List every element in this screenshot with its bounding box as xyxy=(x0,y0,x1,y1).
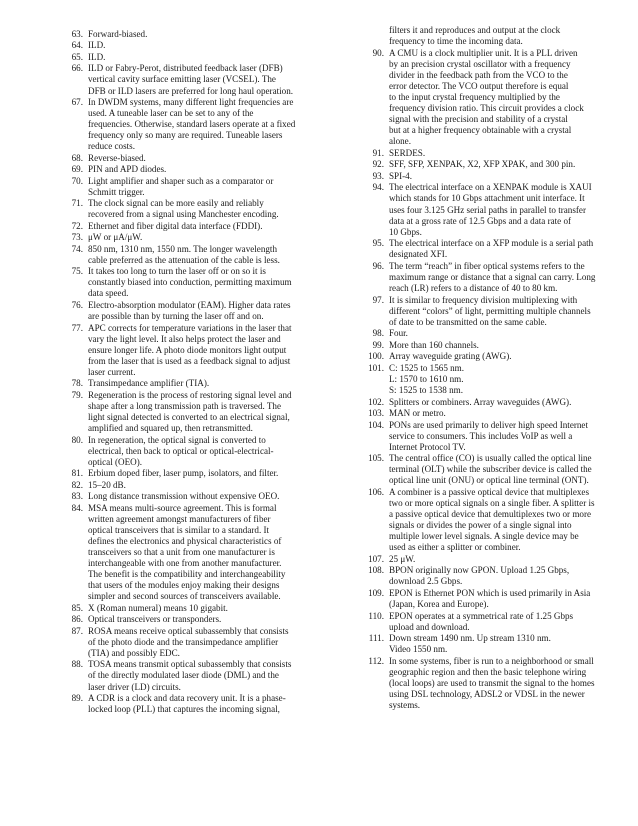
item-text-line: using DSL technology, ADSL2 or VDSL in the newer xyxy=(389,689,585,700)
answer-item xyxy=(0,503,320,603)
answer-item xyxy=(328,363,624,396)
item-text-line: The electrical interface on a XENPAK module is XAUI xyxy=(389,182,592,193)
item-number: 75. xyxy=(71,266,83,277)
item-text-line: Four. xyxy=(389,328,408,339)
answer-item xyxy=(328,171,624,182)
item-number: 93. xyxy=(372,170,384,181)
item-number: 78. xyxy=(71,378,83,389)
item-text-line: 15–20 dB. xyxy=(88,479,126,490)
item-text-line: Down stream 1490 nm. Up stream 1310 nm. xyxy=(389,633,551,644)
item-text-line: It is similar to frequency division multiplexing with xyxy=(389,294,578,305)
item-text-line: Ethernet and fiber digital data interface (FDDI). xyxy=(88,220,263,231)
item-number: 73. xyxy=(71,232,83,243)
item-number: 91. xyxy=(372,147,384,158)
item-text-line: PONs are used primarily to deliver high speed Internet xyxy=(389,419,588,430)
answer-item xyxy=(0,63,320,96)
answer-item xyxy=(0,153,320,164)
item-number: 70. xyxy=(71,175,83,186)
item-number: 110. xyxy=(368,610,384,621)
item-text-line: frequency to time the incoming data. xyxy=(389,36,523,47)
item-number: 102. xyxy=(368,396,384,407)
item-text-line: In DWDM systems, many different light frequencies are xyxy=(88,97,294,107)
item-text-line: electrical, then back to optical or optical-electrical- xyxy=(88,445,274,456)
item-number: 82. xyxy=(71,479,83,490)
item-text-line: defines the electronics and physical characteristics of xyxy=(88,535,282,546)
answer-item xyxy=(0,659,320,692)
answer-item xyxy=(0,244,320,266)
answer-item xyxy=(0,221,320,232)
answer-item xyxy=(328,611,624,633)
answer-item xyxy=(328,420,624,453)
answer-item xyxy=(328,148,624,159)
item-text-line: reduce costs. xyxy=(88,141,135,152)
item-text-line: that users of the modules enjoy making their designs xyxy=(88,580,280,591)
item-text-line: frequency only so many are required. Tuneable lasers xyxy=(88,130,283,141)
item-number: 81. xyxy=(71,468,83,479)
item-text-line: It takes too long to turn the laser off or on so it is xyxy=(88,266,266,277)
item-number: 101. xyxy=(368,362,384,373)
answer-item xyxy=(0,232,320,243)
item-text-line: divider in the feedback path from the VCO to the xyxy=(389,69,568,80)
item-number: 90. xyxy=(372,47,384,58)
answer-item xyxy=(328,453,624,486)
item-text-line: μW or μA/μW. xyxy=(88,232,143,243)
item-text-line: data speed. xyxy=(88,288,129,299)
answer-item xyxy=(328,25,624,47)
item-text-line: locked loop (PLL) that captures the incoming signal, xyxy=(88,704,280,715)
item-text-line: The electrical interface on a XFP module is a serial path xyxy=(389,238,594,249)
item-text-line: Splitters or combiners. Array waveguides (AWG). xyxy=(389,396,572,407)
item-text-line: S: 1525 to 1538 nm. xyxy=(389,384,464,395)
item-text-line: 25 μW. xyxy=(389,553,416,564)
item-text-line: download 2.5 Gbps. xyxy=(389,576,463,587)
item-text-line: signal with the precision and stability of a crystal xyxy=(389,114,568,125)
item-text-line: constantly biased into conduction, permitting maximum xyxy=(88,277,292,288)
item-text-line: light signal detected is converted to an electrical signal, xyxy=(88,411,290,422)
item-text-line: Video 1550 nm. xyxy=(389,644,448,655)
item-text-line: DFB or ILD lasers are preferred for long haul operation. xyxy=(88,85,294,96)
item-number: 79. xyxy=(71,389,83,400)
item-text-line: (TIA) and possibly EDC. xyxy=(88,647,180,658)
answer-item xyxy=(0,300,320,322)
item-number: 92. xyxy=(372,159,384,170)
item-number: 107. xyxy=(368,553,384,564)
answer-item xyxy=(0,164,320,175)
item-text-line: EPON is Ethernet PON which is used primarily in Asia xyxy=(389,588,591,598)
item-text-line: In regeneration, the optical signal is converted to xyxy=(88,434,266,445)
item-text-line: filters it and reproduces and output at the clock xyxy=(389,25,561,35)
answer-item xyxy=(328,565,624,587)
item-text-line: amplified and squared up, then retransmitted. xyxy=(88,423,253,434)
item-number: 111. xyxy=(368,633,384,644)
item-text-line: 850 nm, 1310 nm, 1550 nm. The longer wavelength xyxy=(88,243,278,254)
item-text-line: (local loops) are used to transmit the signal to the homes xyxy=(389,677,595,688)
item-text-line: cable preferred as the attenuation of the cable is less. xyxy=(88,254,280,265)
item-number: 80. xyxy=(71,434,83,445)
answer-item xyxy=(0,435,320,468)
item-number: 65. xyxy=(71,51,83,62)
answer-item xyxy=(0,390,320,434)
item-number: 74. xyxy=(71,243,83,254)
item-text-line: SPI-4. xyxy=(389,170,412,181)
item-text-line: designated XFI. xyxy=(389,249,448,260)
item-text-line: optical transceivers that is similar to a standard. It xyxy=(88,524,270,535)
item-number: 67. xyxy=(71,97,83,107)
item-number: 86. xyxy=(71,614,83,625)
answer-item xyxy=(328,182,624,238)
item-text-line: PIN and APD diodes. xyxy=(88,164,167,175)
answer-item xyxy=(328,159,624,170)
answer-item xyxy=(0,266,320,299)
answer-item xyxy=(0,626,320,659)
item-number: 84. xyxy=(71,502,83,513)
answer-item xyxy=(328,656,624,712)
item-text-line: alone. xyxy=(389,136,411,147)
item-text-line: L: 1570 to 1610 nm. xyxy=(389,373,464,384)
item-number: 72. xyxy=(71,220,83,231)
item-number: 88. xyxy=(71,659,83,670)
item-text-line: ILD. xyxy=(88,40,106,51)
item-text-line: Erbium doped fiber, laser pump, isolators, and filter. xyxy=(88,468,279,479)
answer-item xyxy=(328,328,624,339)
item-text-line: different “colors” of light, permitting multiple channels xyxy=(389,305,591,316)
item-text-line: A CMU is a clock multiplier unit. It is a PLL driven xyxy=(389,47,578,58)
item-text-line: TOSA means transmit optical subassembly that consists xyxy=(88,659,292,670)
item-text-line: In some systems, fiber is run to a neighborhood or small xyxy=(389,655,594,666)
answer-item xyxy=(328,351,624,362)
item-text-line: The clock signal can be more easily and reliably xyxy=(88,198,264,209)
item-text-line: which stands for 10 Gbps attachment unit interface. It xyxy=(389,193,585,204)
answer-item xyxy=(328,238,624,260)
item-text-line: laser current. xyxy=(88,366,136,377)
item-text-line: Internet Protocol TV. xyxy=(389,441,466,452)
item-text-line: of the photo diode and the transimpedance amplifier xyxy=(88,636,279,647)
answer-item xyxy=(0,468,320,479)
item-text-line: frequencies. Otherwise, standard lasers operate at a fixed xyxy=(88,119,296,130)
item-text-line: BPON originally now GPON. Upload 1.25 Gbps, xyxy=(389,565,570,576)
item-number: 94. xyxy=(372,182,384,193)
item-text-line: from the laser that is used as a feedback signal to adjust xyxy=(88,355,291,366)
item-text-line: a passive optical device that demultiplexes two or more xyxy=(389,509,592,520)
item-text-line: MAN or metro. xyxy=(389,408,446,418)
item-number: 83. xyxy=(71,491,83,502)
answer-item xyxy=(328,408,624,419)
answer-item xyxy=(0,614,320,625)
item-text-line: recovered from a signal using Manchester encoding. xyxy=(88,209,279,220)
answer-item xyxy=(0,176,320,198)
item-text-line: ensure longer life. A photo diode monitors light output xyxy=(88,344,287,355)
answer-item xyxy=(328,295,624,328)
item-text-line: Light amplifier and shaper such as a comparator or xyxy=(88,175,274,186)
item-text-line: Regeneration is the process of restoring signal level and xyxy=(88,389,292,400)
item-number: 108. xyxy=(368,565,384,576)
item-text-line: terminal (OLT) while the subscriber device is called the xyxy=(389,464,592,475)
item-number: 87. xyxy=(71,625,83,636)
answer-item xyxy=(328,397,624,408)
item-number: 98. xyxy=(372,328,384,339)
item-text-line: are possible than by turning the laser off and on. xyxy=(88,311,264,322)
item-text-line: Array waveguide grating (AWG). xyxy=(389,351,512,362)
item-text-line: SFF, SFP, XENPAK, X2, XFP XPAK, and 300 pin. xyxy=(389,159,576,170)
answer-item xyxy=(328,487,624,554)
item-text-line: simpler and second sources of transceivers available. xyxy=(88,591,281,602)
item-number: 103. xyxy=(368,408,384,418)
item-text-line: written agreement amongst manufacturers of fiber xyxy=(88,513,271,524)
item-text-line: 10 Gbps. xyxy=(389,226,422,237)
item-text-line: Transimpedance amplifier (TIA). xyxy=(88,378,210,389)
answer-item xyxy=(328,48,624,148)
answer-item xyxy=(0,378,320,389)
answer-item xyxy=(328,633,624,655)
item-text-line: service to consumers. This includes VoIP as well a xyxy=(389,430,573,441)
item-number: 100. xyxy=(368,351,384,362)
answer-item xyxy=(328,554,624,565)
item-text-line: MSA means multi-source agreement. This is formal xyxy=(88,502,277,513)
answer-item xyxy=(0,29,320,40)
item-text-line: frequency division ratio. This circuit provides a clock xyxy=(389,103,584,114)
answer-item xyxy=(0,97,320,153)
item-text-line: The central office (CO) is usually called the optical line xyxy=(389,453,592,464)
item-text-line: ILD. xyxy=(88,51,106,62)
item-text-line: upload and download. xyxy=(389,621,470,632)
item-number: 71. xyxy=(71,198,83,209)
item-text-line: but at a higher frequency obtainable with a crystal xyxy=(389,125,572,136)
item-text-line: Reverse-biased. xyxy=(88,152,146,163)
item-text-line: A CDR is a clock and data recovery unit. It is a phase- xyxy=(88,693,286,703)
item-text-line: Electro-absorption modulator (EAM). Higher data rates xyxy=(88,299,291,310)
answer-item xyxy=(0,52,320,63)
answer-item xyxy=(0,491,320,502)
item-text-line: error detector. The VCO output therefore is equal xyxy=(389,80,569,91)
item-number: 99. xyxy=(372,339,384,350)
item-number: 109. xyxy=(368,588,384,598)
item-text-line: reach (LR) refers to a distance of 40 to 80 km. xyxy=(389,283,558,294)
item-text-line: vary the light level. It also helps protect the laser and xyxy=(88,333,281,344)
item-text-line: C: 1525 to 1565 nm. xyxy=(389,362,465,373)
item-text-line: Forward-biased. xyxy=(88,29,148,39)
item-number: 76. xyxy=(71,299,83,310)
item-text-line: A combiner is a passive optical device that multiplexes xyxy=(389,486,590,497)
item-text-line: ROSA means receive optical subassembly that consists xyxy=(88,625,289,636)
item-number: 112. xyxy=(368,655,384,666)
item-text-line: transceivers so that a unit from one manufacturer is xyxy=(88,546,275,557)
item-text-line: uses four 3.125 GHz serial paths in parallel to transfer xyxy=(389,204,586,215)
item-text-line: data at a gross rate of 12.5 Gbps and a data rate of xyxy=(389,215,572,226)
item-number: 68. xyxy=(71,152,83,163)
item-text-line: SERDES. xyxy=(389,147,426,158)
answer-item xyxy=(0,693,320,715)
item-text-line: Long distance transmission without expensive OEO. xyxy=(88,491,280,502)
item-text-line: More than 160 channels. xyxy=(389,339,479,350)
answer-item xyxy=(0,198,320,220)
item-text-line: to the input crystal frequency multiplied by the xyxy=(389,91,560,102)
answer-item xyxy=(328,588,624,610)
item-text-line: signals or divides the power of a single signal into xyxy=(389,520,572,531)
item-number: 97. xyxy=(372,294,384,305)
item-text-line: interchangeable with one from another manufacturer. xyxy=(88,558,282,569)
item-text-line: Optical transceivers or transponders. xyxy=(88,614,222,625)
answer-item xyxy=(0,323,320,379)
item-number: 69. xyxy=(71,164,83,175)
item-text-line: X (Roman numeral) means 10 gigabit. xyxy=(88,602,228,613)
item-text-line: The term “reach” in fiber optical systems refers to the xyxy=(389,260,585,271)
item-text-line: systems. xyxy=(389,700,421,711)
item-text-line: optical line unit (ONU) or optical line terminal (ONT). xyxy=(389,475,589,486)
item-text-line: used as either a splitter or combiner. xyxy=(389,542,521,553)
item-text-line: vertical cavity surface emitting laser (VCSEL). The xyxy=(88,74,276,85)
item-text-line: maximum range or distance that a signal can carry. Long xyxy=(389,271,596,282)
answer-item xyxy=(0,40,320,51)
item-text-line: APC corrects for temperature variations in the laser that xyxy=(88,322,292,333)
item-number: 77. xyxy=(71,322,83,333)
item-text-line: used. A tuneable laser can be set to any of the xyxy=(88,108,254,119)
item-number: 85. xyxy=(71,602,83,613)
item-text-line: multiple lower level signals. A single device may be xyxy=(389,531,579,542)
item-number: 63. xyxy=(71,29,83,39)
item-text-line: Schmitt trigger. xyxy=(88,186,145,197)
item-text-line: (Japan, Korea and Europe). xyxy=(389,599,489,610)
item-text-line: by an precision crystal oscillator with a frequency xyxy=(389,58,571,69)
item-text-line: shape after a long transmission path is traversed. The xyxy=(88,400,282,411)
item-text-line: EPON operates at a symmetrical rate of 1.25 Gbps xyxy=(389,610,574,621)
item-text-line: The benefit is the compatibility and interchangeability xyxy=(88,569,286,580)
item-text-line: optical (OEO). xyxy=(88,456,143,467)
item-text-line: two or more optical signals on a single fiber. A splitter is xyxy=(389,497,595,508)
item-text-line: laser driver (LD) circuits. xyxy=(88,681,181,692)
item-number: 105. xyxy=(368,453,384,464)
item-number: 66. xyxy=(71,63,83,74)
item-text-line: ILD or Fabry-Perot, distributed feedback laser (DFB) xyxy=(88,63,283,74)
answer-item xyxy=(328,340,624,351)
item-number: 96. xyxy=(372,260,384,271)
item-number: 95. xyxy=(372,238,384,249)
item-text-line: of the directly modulated laser diode (DML) and the xyxy=(88,670,279,681)
item-number: 104. xyxy=(368,419,384,430)
answer-item xyxy=(0,480,320,491)
answer-item xyxy=(328,261,624,294)
item-number: 64. xyxy=(71,40,83,51)
answer-item xyxy=(0,603,320,614)
item-text-line: geographic region and then the basic telephone wiring xyxy=(389,666,587,677)
item-number: 89. xyxy=(71,693,83,703)
item-text-line: of date to be transmitted on the same cable. xyxy=(389,316,547,327)
item-number: 106. xyxy=(368,486,384,497)
